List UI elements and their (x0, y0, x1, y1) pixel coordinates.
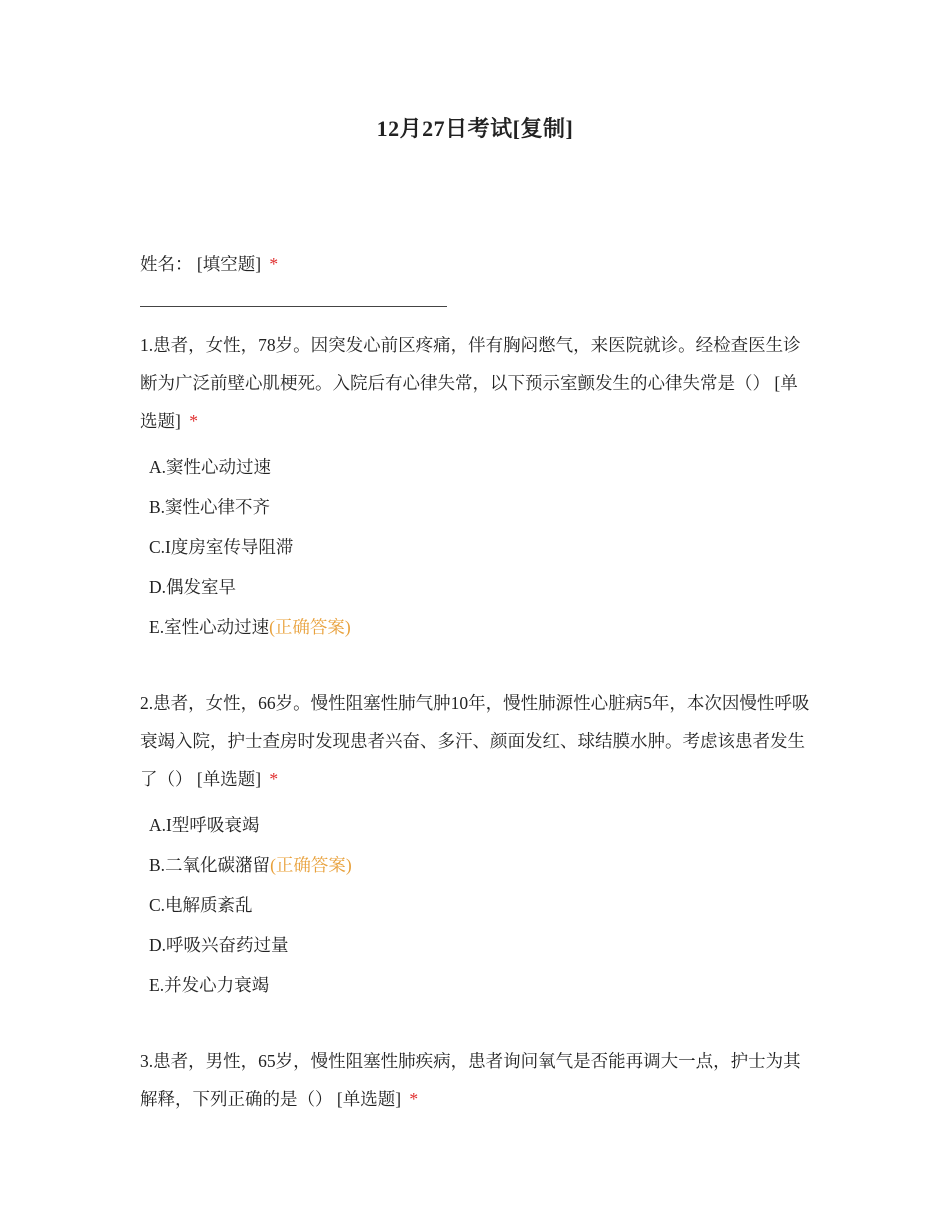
name-input-line[interactable] (140, 306, 447, 307)
question-3-text: 3.患者，男性，65岁，慢性阻塞性肺疾病，患者询问氧气是否能再调大一点，护士为其解释，下列正确的是（） (140, 1051, 801, 1109)
correct-answer-tag: (正确答案) (270, 855, 352, 875)
name-label: 姓名： (140, 254, 193, 274)
question-3-type: [单选题] (336, 1089, 402, 1109)
name-question (140, 245, 812, 283)
question-2-type: [单选题] (196, 769, 262, 789)
question-1-text: 1.患者，女性，78岁。因突发心前区疼痛，伴有胸闷憋气，来医院就诊。经检查医生诊断为广泛前壁心肌梗死。入院后有心律失常，以下预示室颤发生的心律失常是（） (140, 335, 801, 393)
required-mark: * (189, 411, 198, 431)
q2-option-b[interactable]: B.二氧化碳潴留(正确答案) (149, 855, 352, 875)
name-type: [填空题] (196, 254, 262, 274)
q1-option-c[interactable]: C.I度房室传导阻滞 (149, 537, 294, 557)
q1-option-e[interactable]: E.室性心动过速(正确答案) (149, 617, 351, 637)
q1-option-d[interactable]: D.偶发室早 (149, 577, 237, 597)
q1-option-b[interactable]: B.窦性心律不齐 (149, 497, 271, 517)
q2-option-a[interactable]: A.I型呼吸衰竭 (149, 815, 260, 835)
q2-option-e[interactable]: E.并发心力衰竭 (149, 975, 270, 995)
question-2-text: 2.患者，女性，66岁。慢性阻塞性肺气肿10年，慢性肺源性心脏病5年，本次因慢性呼吸衰竭入院，护士查房时发现患者兴奋、多汗、颜面发红、球结膜水肿。考虑该患者发生了（） (140, 693, 810, 789)
page-title: 12月27日考试[复制] (376, 116, 574, 141)
required-mark: * (269, 769, 279, 789)
question-3 (140, 1042, 812, 1118)
question-1 (140, 326, 812, 440)
q1-option-a[interactable]: A.窦性心动过速 (149, 457, 272, 477)
question-2 (140, 684, 812, 798)
q2-option-c[interactable]: C.电解质紊乱 (149, 895, 253, 915)
correct-answer-tag: (正确答案) (269, 617, 351, 637)
q2-option-d[interactable]: D.呼吸兴奋药过量 (149, 935, 289, 955)
required-mark: * (409, 1089, 419, 1109)
question-1-type: [单选题] (140, 373, 798, 431)
required-mark: * (269, 254, 279, 274)
